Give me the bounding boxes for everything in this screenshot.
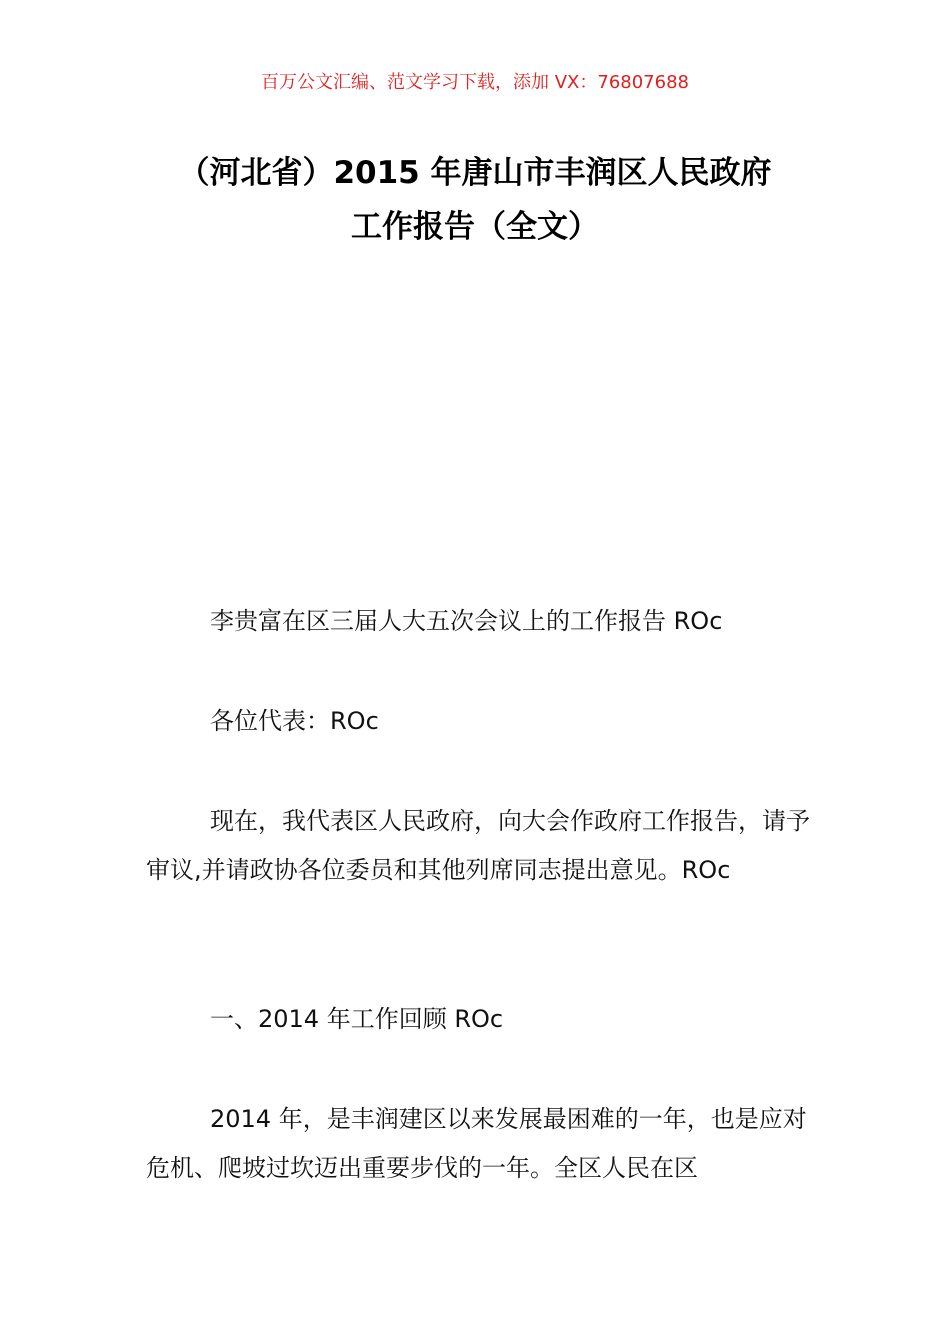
paragraph-report-byline: 李贵富在区三届人大五次会议上的工作报告 ROc [210, 607, 723, 635]
paragraph-review-start: 2014 年，是丰润建区以来发展最困难的一年，也是应对危机、爬坡过坎迈出重要步伐的一年。全区人民在区 [146, 1105, 807, 1182]
section-heading-review: 一、2014 年工作回顾 ROc [210, 1005, 504, 1033]
paragraph-intro: 现在，我代表区人民政府，向大会作政府工作报告，请予审议,并请政协各位委员和其他列席同志提出意见。ROc [146, 807, 810, 884]
paragraph-salutation: 各位代表：ROc [210, 707, 379, 735]
document-title [0, 146, 950, 254]
header-watermark-note: 百万公文汇编、范文学习下载，添加 VX：76807688 [261, 72, 689, 93]
title-line-2: 工作报告（全文） [351, 209, 599, 245]
title-line-1: （河北省）2015 年唐山市丰润区人民政府 [178, 155, 772, 191]
